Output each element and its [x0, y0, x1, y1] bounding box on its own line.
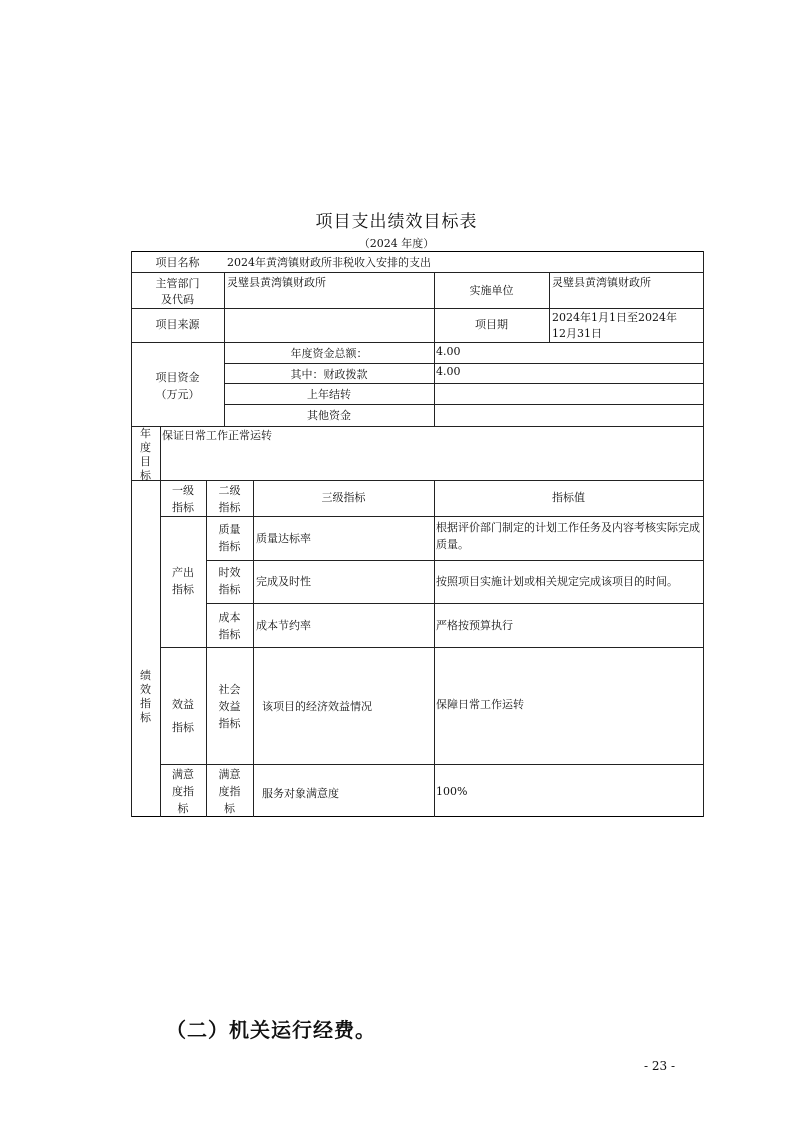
level1-header: 一级 指标 [172, 484, 194, 514]
impl-unit-label: 实施单位 [469, 284, 514, 297]
project-name-label: 项目名称 [155, 256, 200, 269]
carryover-label: 上年结转 [307, 388, 351, 401]
other-funds-label: 其他资金 [307, 409, 351, 422]
timeliness-value: 按照项目实施计划或相关规定完成该项目的时间。 [436, 575, 678, 588]
cost-saving-rate: 成本节约率 [256, 619, 311, 632]
table-title: 项目支出绩效目标表 [315, 212, 478, 232]
quality-rate-value: 根据评价部门制定的计划工作任务及内容考核实际完成质量。 [436, 521, 700, 551]
annual-goal-value: 保证日常工作正常运转 [162, 429, 272, 442]
funds-unit: （万元） [155, 388, 200, 401]
social-benefit-label: 社会 效益 指标 [218, 683, 241, 730]
timeliness: 完成及时性 [256, 575, 311, 588]
period-label: 项目期 [475, 318, 508, 331]
service-satisfaction-value: 100% [436, 785, 468, 798]
fiscal-funds-label: 其中：财政拨款 [290, 368, 368, 381]
level2-header: 二级 指标 [218, 484, 241, 514]
quality-indicator-label: 质量 指标 [218, 523, 241, 553]
section-heading: （二）机关运行经费。 [166, 1018, 376, 1042]
fiscal-funds-value: 4.00 [436, 365, 461, 378]
page-number: - 23 - [644, 1059, 676, 1073]
output-indicator-label: 产出 指标 [172, 566, 194, 596]
cost-saving-value: 严格按预算执行 [436, 619, 513, 632]
project-name-value: 2024年黄湾镇财政所非税收入安排的支出 [227, 256, 431, 269]
economic-benefit: 该项目的经济效益情况 [262, 700, 372, 713]
total-funds-value: 4.00 [436, 345, 461, 358]
satisfaction-l1-label: 满意 度指 标 [172, 768, 194, 815]
economic-benefit-value: 保障日常工作运转 [436, 698, 524, 711]
period-value-end: 12月31日 [552, 327, 602, 340]
satisfaction-l2-label: 满意 度指 标 [218, 768, 241, 815]
dept-label-code: 及代码 [161, 293, 194, 306]
service-satisfaction: 服务对象满意度 [262, 787, 339, 800]
source-label: 项目来源 [155, 318, 200, 331]
dept-value: 灵璧县黄湾镇财政所 [227, 276, 326, 289]
benefit-indicator-label: 效益 指标 [172, 698, 194, 734]
dept-label: 主管部门 [155, 277, 200, 290]
quality-rate: 质量达标率 [256, 532, 311, 545]
performance-indicators-label: 绩 效 指 标 [140, 669, 151, 724]
timeliness-indicator-label: 时效 指标 [218, 566, 241, 596]
table-year: （2024 年度） [358, 237, 435, 250]
impl-unit-value: 灵璧县黄湾镇财政所 [552, 276, 651, 289]
annual-goal-label: 年 度 目 标 [140, 427, 151, 482]
period-value: 2024年1月1日至2024年 [552, 311, 677, 324]
total-funds-label: 年度资金总额： [290, 347, 368, 360]
cost-indicator-label: 成本 指标 [218, 611, 241, 641]
funds-label: 项目资金 [155, 371, 200, 384]
indicator-value-header: 指标值 [552, 491, 585, 504]
level3-header: 三级指标 [321, 491, 366, 504]
